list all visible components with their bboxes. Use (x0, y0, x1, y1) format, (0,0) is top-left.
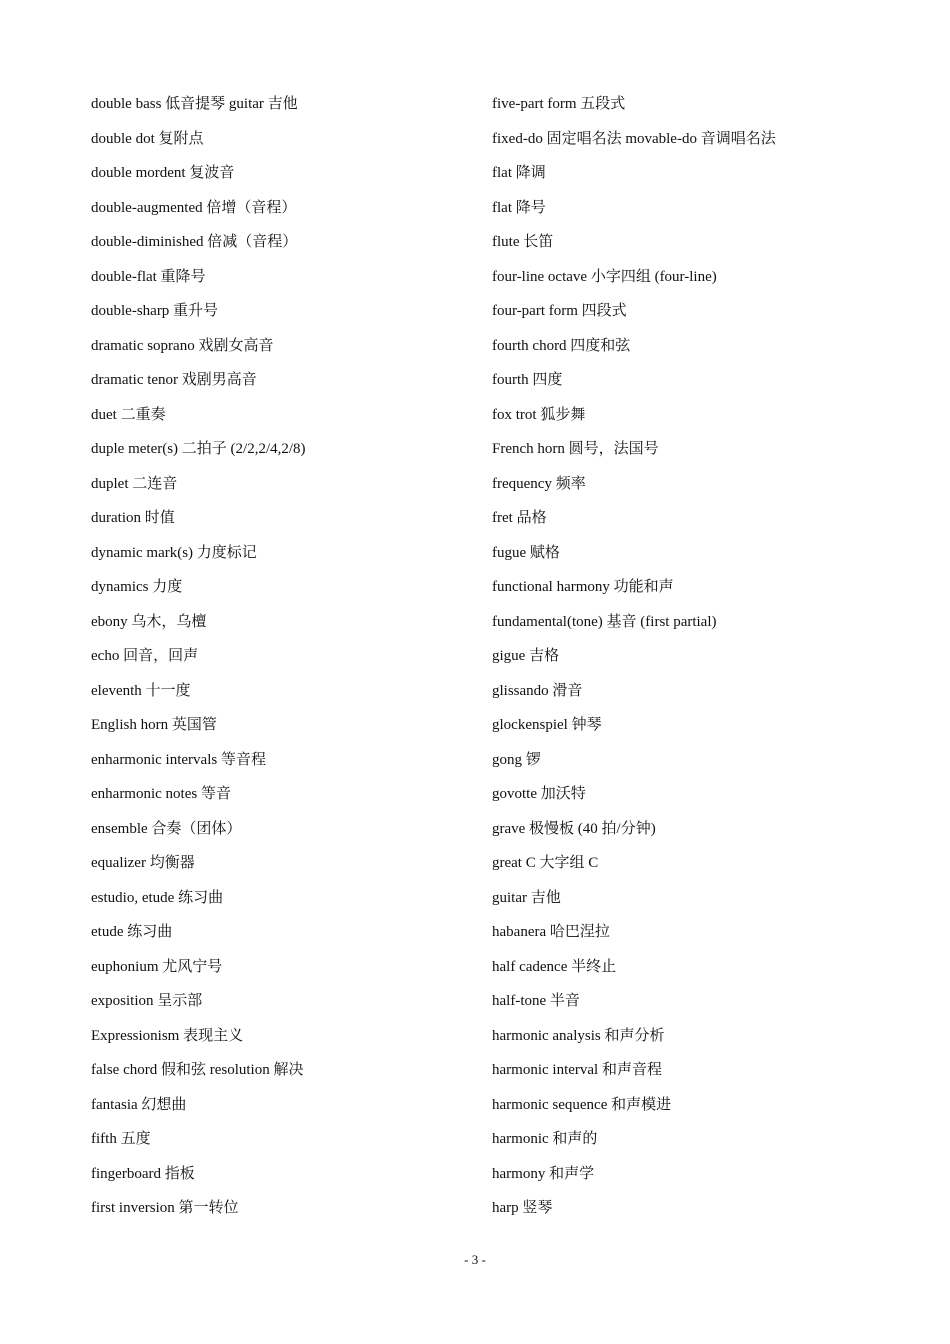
glossary-entry: half-tone 半音 (492, 993, 580, 1009)
glossary-entry: enharmonic intervals 等音程 (91, 751, 266, 768)
glossary-entry: French horn 圆号，法国号 (492, 441, 659, 457)
glossary-entry: fundamental(tone) 基音 (first partial) (492, 613, 717, 630)
glossary-entry: fifth 五度 (91, 1131, 151, 1147)
glossary-entry: habanera 哈巴涅拉 (492, 924, 610, 940)
glossary-entry: duplet 二连音 (91, 475, 178, 492)
glossary-entry: fantasia 幻想曲 (91, 1096, 187, 1113)
glossary-entry: duple meter(s) 二拍子 (2/2,2/4,2/8) (91, 441, 306, 457)
glossary-entry: double-augmented 倍增（音程） (91, 199, 297, 216)
glossary-entry: double mordent 复波音 (91, 165, 235, 181)
glossary-entry: double dot 复附点 (91, 130, 204, 147)
glossary-entry: dramatic soprano 戏剧女高音 (91, 337, 274, 354)
glossary-entry: etude 练习曲 (91, 924, 173, 940)
glossary-entry: flat 降号 (492, 199, 546, 216)
glossary-entry: enharmonic notes 等音 (91, 786, 231, 802)
glossary-entry: harmony 和声学 (492, 1165, 595, 1182)
glossary-entry: eleventh 十一度 (91, 682, 191, 699)
glossary-entry: echo 回音，回声 (91, 648, 199, 664)
glossary-entry: exposition 呈示部 (91, 993, 203, 1009)
glossary-entry: double-flat 重降号 (91, 268, 206, 285)
glossary-entry: duration 时值 (91, 510, 175, 526)
glossary-entry: glissando 滑音 (492, 682, 583, 699)
glossary-entry: false chord 假和弦 resolution 解决 (91, 1062, 304, 1078)
glossary-entry: fourth 四度 (492, 372, 563, 388)
left-glossary-column (91, 87, 471, 1226)
glossary-entry: estudio, etude 练习曲 (91, 889, 224, 906)
glossary-entry: guitar 吉他 (492, 889, 561, 906)
glossary-entry: great C 大字组 C (492, 855, 599, 871)
glossary-entry: functional harmony 功能和声 (492, 579, 674, 595)
glossary-entry: English horn 英国管 (91, 717, 217, 733)
glossary-entry: dynamic mark(s) 力度标记 (91, 544, 257, 561)
glossary-entry: fox trot 狐步舞 (492, 406, 586, 423)
glossary-entry: fourth chord 四度和弦 (492, 337, 631, 354)
glossary-entry: harmonic 和声的 (492, 1131, 598, 1147)
glossary-entry: double bass 低音提琴 guitar 吉他 (91, 96, 298, 112)
glossary-entry: four-line octave 小字四组 (four-line) (492, 268, 717, 285)
glossary-entry: govotte 加沃特 (492, 786, 586, 802)
glossary-entry: four-part form 四段式 (492, 303, 627, 319)
glossary-entry: dynamics 力度 (91, 579, 183, 595)
glossary-entry: harp 竖琴 (492, 1200, 553, 1216)
glossary-entry: gong 锣 (492, 751, 541, 768)
page-number: - 3 - (464, 1252, 486, 1267)
glossary-entry: harmonic interval 和声音程 (492, 1062, 662, 1078)
glossary-entry: ebony 乌木，乌檀 (91, 613, 207, 630)
glossary-entry: euphonium 尤风宁号 (91, 958, 223, 975)
glossary-entry: gigue 吉格 (492, 648, 560, 664)
glossary-entry: fret 品格 (492, 510, 547, 526)
glossary-entry: double-diminished 倍减（音程） (91, 234, 298, 250)
glossary-entry: Expressionism 表现主义 (91, 1027, 244, 1044)
glossary-entry: fugue 赋格 (492, 544, 560, 561)
glossary-entry: glockenspiel 钟琴 (492, 717, 602, 733)
glossary-entry: duet 二重奏 (91, 406, 166, 423)
glossary-entry: half cadence 半终止 (492, 958, 617, 975)
right-glossary-column (492, 87, 912, 1226)
glossary-entry: flute 长笛 (492, 234, 554, 250)
glossary-entry: flat 降调 (492, 165, 546, 181)
glossary-entry: first inversion 第一转位 (91, 1200, 239, 1216)
glossary-entry: dramatic tenor 戏剧男高音 (91, 372, 257, 388)
glossary-entry: frequency 频率 (492, 475, 586, 492)
glossary-entry: double-sharp 重升号 (91, 303, 219, 319)
glossary-entry: equalizer 均衡器 (91, 855, 195, 871)
glossary-entry: ensemble 合奏（团体） (91, 820, 242, 837)
glossary-entry: grave 极慢板 (40 拍/分钟) (492, 820, 656, 837)
glossary-entry: harmonic sequence 和声模进 (492, 1096, 672, 1113)
glossary-entry: fingerboard 指板 (91, 1165, 195, 1182)
glossary-entry: five-part form 五段式 (492, 96, 626, 112)
glossary-entry: harmonic analysis 和声分析 (492, 1027, 665, 1044)
glossary-entry: fixed-do 固定唱名法 movable-do 音调唱名法 (492, 130, 776, 147)
